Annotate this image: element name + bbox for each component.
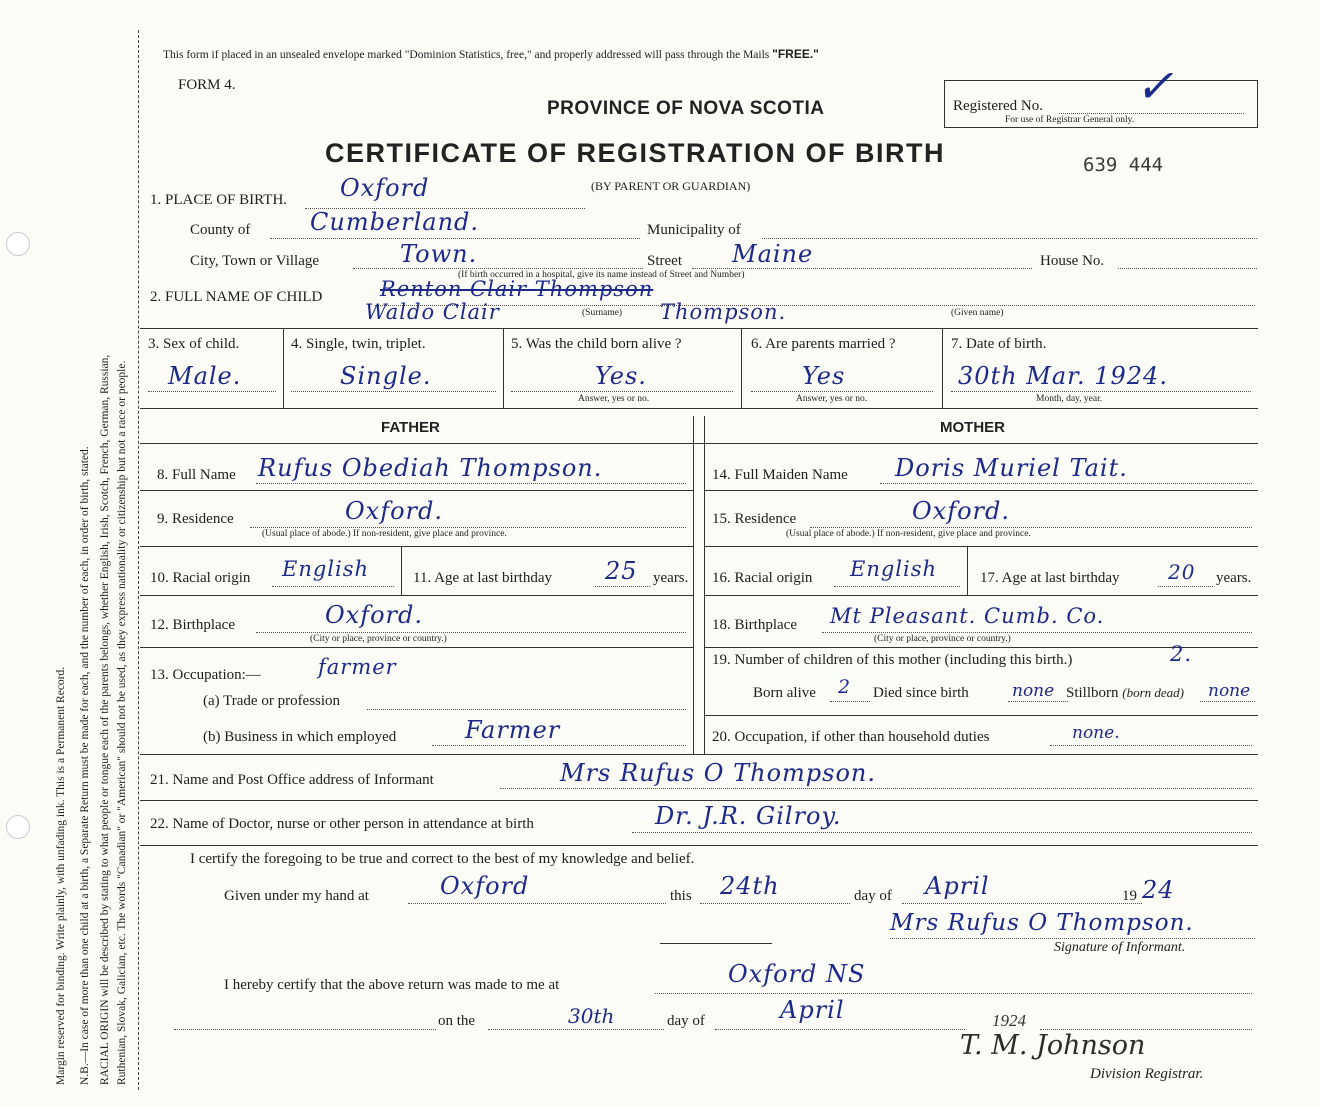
- registrar-day-line: [488, 1029, 664, 1030]
- given-place-line: [408, 903, 666, 904]
- doctor-value: Dr. J.R. Gilroy.: [655, 802, 842, 830]
- form-number: FORM 4.: [178, 77, 236, 93]
- registered-checkmark: ✓: [1135, 59, 1175, 113]
- registered-no-line: [1059, 113, 1244, 114]
- grid-line-2-right: [704, 546, 1258, 547]
- place-of-birth-value: Oxford: [340, 174, 430, 202]
- grid-line-1-left: [140, 490, 693, 491]
- street-line: [692, 268, 1032, 269]
- mother-race-label: 16. Racial origin: [712, 570, 813, 586]
- parents-divider-right: [704, 416, 705, 754]
- registrar-leading-line: [174, 1029, 436, 1030]
- city-label: City, Town or Village: [190, 253, 320, 269]
- father-race-label: 10. Racial origin: [150, 570, 251, 586]
- mother-race-line: [834, 586, 960, 587]
- on-the-label: on the: [438, 1013, 476, 1029]
- this-label: this: [670, 888, 692, 904]
- doctor-label: 22. Name of Doctor, nurse or other person in attendance at birth: [150, 816, 534, 832]
- year-value: 24: [1142, 876, 1175, 904]
- stillborn-value: none: [1208, 681, 1251, 701]
- father-birthplace-note: (City or place, province or country.): [310, 634, 447, 644]
- informant-signature-line: [890, 938, 1255, 939]
- this-day-value: 24th: [720, 872, 780, 900]
- registered-no-label: Registered No.: [953, 98, 1043, 114]
- registrar-signature: T. M. Johnson: [960, 1030, 1146, 1061]
- place-of-birth-label: 1. PLACE OF BIRTH.: [150, 192, 288, 208]
- father-birthplace-label: 12. Birthplace: [150, 617, 235, 633]
- grid-bottom: [140, 754, 1258, 755]
- mother-name-line: [880, 483, 1252, 484]
- grid-line-2-left: [140, 546, 693, 547]
- born-alive-answer: Yes.: [595, 362, 647, 390]
- father-age-line: [595, 586, 650, 587]
- mother-occupation-label: 20. Occupation, if other than household duties: [712, 729, 990, 745]
- father-business-label: (b) Business in which employed: [203, 729, 397, 745]
- street-value: Maine: [732, 240, 814, 268]
- mother-birthplace-value: Mt Pleasant. Cumb. Co.: [830, 604, 1105, 628]
- registrar-use-note: For use of Registrar General only.: [1005, 115, 1135, 125]
- father-business-value: Farmer: [465, 716, 561, 744]
- informant-signature-label: Signature of Informant.: [1054, 940, 1186, 955]
- row3-div-3: [741, 328, 742, 408]
- row21-bottom: [140, 800, 1258, 801]
- parents-married-answer: Yes: [802, 362, 846, 390]
- father-name-label: 8. Full Name: [157, 467, 236, 483]
- born-alive-question: 5. Was the child born alive ?: [511, 336, 682, 352]
- city-line: [353, 268, 643, 269]
- hospital-note: (If birth occurred in a hospital, give its name instead of Street and Number): [458, 270, 745, 280]
- father-business-line: [432, 745, 686, 746]
- margin-note-4: Ruthenian, Slovak, Galician, etc. The words "Canadian" or "American" should not be used, as they express nationality or citizenship but not a race or people.: [116, 360, 128, 1085]
- mother-name-label: 14. Full Maiden Name: [712, 467, 848, 483]
- mother-residence-note: (Usual place of abode.) If non-resident, give place and province.: [786, 529, 1031, 539]
- mother-occupation-value: none.: [1072, 723, 1120, 743]
- parents-header-bottom: [140, 443, 1258, 444]
- registrar-month-line: [715, 1029, 965, 1030]
- sex-line: [148, 391, 276, 392]
- mother-residence-line: [810, 527, 1252, 528]
- street-label: Street: [647, 253, 682, 269]
- father-race-value: English: [282, 557, 370, 581]
- informant-label: 21. Name and Post Office address of Informant: [150, 772, 434, 788]
- grid-line-4-left: [140, 647, 693, 648]
- informant-signature: Mrs Rufus O Thompson.: [890, 910, 1194, 936]
- born-alive-count-line: [830, 701, 870, 702]
- mother-age-value: 20: [1168, 560, 1196, 584]
- single-twin-line: [291, 391, 496, 392]
- mother-occupation-line: [1050, 745, 1252, 746]
- born-alive-note: Answer, yes or no.: [578, 394, 650, 404]
- binding-hole-bottom: [6, 815, 30, 839]
- parents-divider-left: [693, 416, 694, 754]
- registrar-place-line: [655, 993, 1252, 994]
- margin-note-3: RACIAL ORIGIN will be described by stating to what people or tongue each of the parents belongs, whether English, Irish, Scotch, French, German, Russian,: [99, 354, 111, 1085]
- province-heading: PROVINCE OF NOVA SCOTIA: [547, 98, 825, 119]
- father-residence-label: 9. Residence: [157, 511, 234, 527]
- municipality-line: [762, 238, 1257, 239]
- registrar-place-value: Oxford NS: [728, 960, 866, 988]
- children-count-value: 2.: [1170, 642, 1193, 666]
- mother-name-value: Doris Muriel Tait.: [895, 454, 1128, 482]
- mother-heading: MOTHER: [940, 419, 1005, 436]
- registered-no-box: [944, 59, 1258, 128]
- died-since-birth-label: Died since birth: [873, 685, 969, 701]
- father-residence-note: (Usual place of abode.) If non-resident, give place and province.: [262, 529, 507, 539]
- born-alive-line: [511, 391, 733, 392]
- child-name-label: 2. FULL NAME OF CHILD: [150, 289, 323, 305]
- date-of-birth-note: Month, day, year.: [1036, 394, 1103, 404]
- mother-birthplace-label: 18. Birthplace: [712, 617, 797, 633]
- mother-residence-label: 15. Residence: [712, 511, 797, 527]
- year-prefix: 19: [1122, 888, 1137, 904]
- child-name-line: [375, 305, 1255, 306]
- sex-label: 3. Sex of child.: [148, 336, 240, 352]
- row3-bottom-border: [140, 408, 1258, 409]
- registrar-signature-label: Division Registrar.: [1090, 1066, 1204, 1082]
- mother-residence-value: Oxford.: [912, 497, 1011, 525]
- margin-note-2: N.B.—In case of more than one child at a birth, a Separate Return must be made for each, and the number of each, in order of birth, stated.: [79, 446, 91, 1085]
- parents-married-line: [751, 391, 933, 392]
- grid-line-3-left: [140, 595, 693, 596]
- father-race-line: [272, 586, 394, 587]
- binding-hole-top: [6, 232, 30, 256]
- registrar-day-of-label: day of: [667, 1013, 705, 1029]
- born-alive-count-label: Born alive: [753, 685, 816, 701]
- margin-border: [138, 30, 139, 1090]
- born-alive-count-value: 2: [838, 676, 852, 698]
- city-value: Town.: [400, 240, 478, 268]
- father-birthplace-line: [256, 632, 686, 633]
- row3-div-2: [503, 328, 504, 408]
- father-age-value: 25: [605, 557, 638, 585]
- single-twin-label: 4. Single, twin, triplet.: [291, 336, 426, 352]
- row22-bottom: [140, 845, 1258, 846]
- house-no-label: House No.: [1040, 253, 1105, 269]
- parents-married-question: 6. Are parents married ?: [751, 336, 896, 352]
- certificate-subtitle: (BY PARENT OR GUARDIAN): [591, 179, 751, 193]
- died-since-birth-line: [1008, 701, 1068, 702]
- informant-value: Mrs Rufus O Thompson.: [560, 759, 876, 787]
- mother-age-years: years.: [1216, 570, 1252, 586]
- father-age-years: years.: [653, 570, 689, 586]
- stillborn-line: [1200, 701, 1255, 702]
- child-name-struck: Renton Clair Thompson: [380, 277, 654, 301]
- mail-notice: This form if placed in an unsealed envelope marked "Dominion Statistics, free," and properly addressed will pass through the Mails "FREE.": [163, 47, 819, 61]
- county-line: [270, 238, 640, 239]
- father-occupation-label: 13. Occupation:—: [150, 667, 261, 683]
- father-age-label: 11. Age at last birthday: [413, 570, 552, 586]
- county-label: County of: [190, 222, 251, 238]
- child-surname-value: Thompson.: [660, 300, 787, 324]
- grid-line-5-right: [704, 715, 1258, 716]
- municipality-label: Municipality of: [647, 222, 741, 238]
- father-occupation-value: farmer: [318, 655, 397, 679]
- grid-line-1-right: [704, 490, 1258, 491]
- registrar-day-value: 30th: [568, 1004, 615, 1028]
- parents-married-note: Answer, yes or no.: [796, 394, 868, 404]
- certificate-title: CERTIFICATE OF REGISTRATION OF BIRTH: [325, 138, 945, 168]
- died-since-birth-value: none: [1012, 681, 1055, 701]
- date-of-birth-label: 7. Date of birth.: [951, 336, 1047, 352]
- certificate-number: 639 444: [1083, 154, 1164, 176]
- separator-rule: [660, 943, 772, 944]
- margin-note-1: Margin reserved for binding. Write plainly, with unfading ink. This is a Permanent Record.: [55, 666, 67, 1085]
- father-name-value: Rufus Obediah Thompson.: [258, 454, 603, 482]
- father-name-line: [256, 483, 686, 484]
- given-place-value: Oxford: [440, 872, 530, 900]
- surname-label: (Surname): [582, 308, 623, 318]
- father-heading: FATHER: [381, 419, 440, 436]
- mother-race-value: English: [850, 557, 938, 581]
- single-twin-value: Single.: [340, 362, 432, 390]
- day-of-label: day of: [854, 888, 892, 904]
- child-given-name-value: Waldo Clair: [365, 300, 500, 324]
- father-trade-line: [367, 709, 686, 710]
- stillborn-label: Stillborn (born dead): [1066, 685, 1185, 701]
- sex-value: Male.: [168, 362, 242, 390]
- mother-age-label: 17. Age at last birthday: [980, 570, 1120, 586]
- father-residence-line: [250, 527, 686, 528]
- informant-line: [500, 788, 1252, 789]
- children-count-label: 19. Number of children of this mother (including this birth.): [712, 652, 1073, 668]
- row3-div-4: [942, 328, 943, 408]
- house-no-line: [1118, 268, 1257, 269]
- date-of-birth-line: [951, 391, 1251, 392]
- row3-div-1: [283, 328, 284, 408]
- month-value: April: [925, 872, 990, 900]
- given-name-label: (Given name): [951, 308, 1004, 318]
- given-under-label: Given under my hand at: [224, 888, 369, 904]
- father-race-divider: [401, 546, 402, 595]
- mother-race-divider: [967, 546, 968, 595]
- mother-birthplace-line: [822, 632, 1252, 633]
- row3-top-border: [140, 328, 1258, 329]
- mother-birthplace-note: (City or place, province or country.): [874, 634, 1011, 644]
- informant-certify-statement: I certify the foregoing to be true and correct to the best of my knowledge and belief.: [190, 851, 695, 867]
- doctor-line: [632, 832, 1252, 833]
- father-residence-value: Oxford.: [345, 497, 444, 525]
- registrar-month-value: April: [780, 996, 845, 1024]
- father-trade-label: (a) Trade or profession: [203, 693, 341, 709]
- registrar-year-value: 1924: [992, 1011, 1026, 1030]
- this-day-line: [700, 903, 850, 904]
- grid-line-3-right: [704, 595, 1258, 596]
- mother-age-line: [1158, 586, 1213, 587]
- father-birthplace-value: Oxford.: [325, 601, 424, 629]
- county-value: Cumberland.: [310, 208, 480, 236]
- date-of-birth-value: 30th Mar. 1924.: [958, 362, 1168, 390]
- registrar-statement: I hereby certify that the above return was made to me at: [224, 977, 560, 993]
- month-line: [902, 903, 1142, 904]
